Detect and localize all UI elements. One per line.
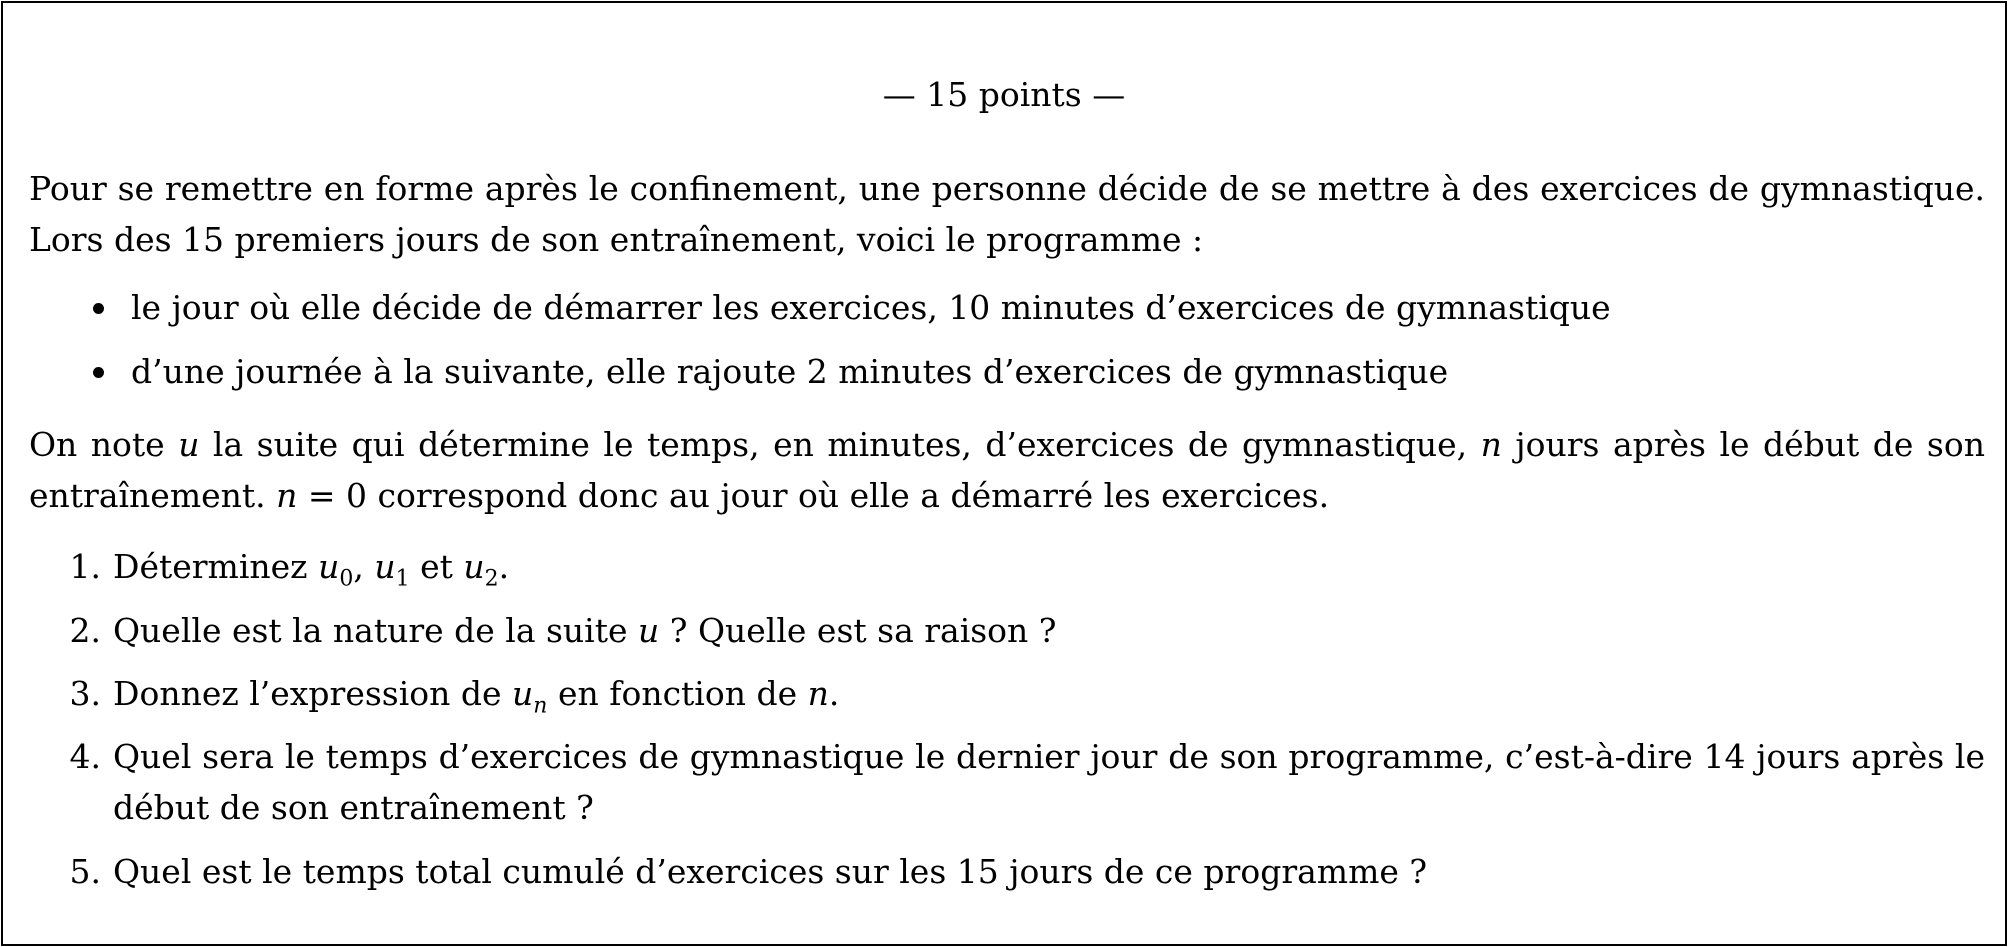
question-2	[69, 605, 1985, 656]
question-number: 1.	[69, 547, 101, 586]
bullet-item-daily-increase	[131, 348, 1971, 396]
math-variable-u: u	[463, 547, 485, 586]
question-number: 2.	[69, 611, 101, 650]
question-text: Déterminez	[113, 547, 319, 586]
question-text: .	[498, 547, 510, 586]
question-text: .	[828, 674, 840, 713]
question-text: ? Quelle est sa raison ?	[659, 611, 1057, 650]
question-number: 4.	[69, 737, 101, 776]
math-subscript: n	[533, 693, 548, 719]
question-3	[69, 668, 1985, 719]
bullet-dot-icon	[93, 367, 104, 378]
question-number: 5.	[69, 852, 101, 891]
question-1	[69, 541, 1985, 592]
math-variable-u: u	[374, 547, 396, 586]
notation-text: la suite qui détermine le temps, en minutes, d’exercices de gymnastique,	[199, 425, 1481, 464]
notation-text: jours après le début de son entraînement.	[29, 425, 1985, 515]
exercise-points-title: — 15 points —	[882, 75, 1126, 114]
exercise-frame	[1, 1, 2007, 946]
notation-text: On note	[29, 425, 179, 464]
bullet-item-first-day	[131, 284, 1971, 332]
math-variable-n: n	[1480, 425, 1502, 464]
bullet-text: le jour où elle décide de démarrer les exercices, 10 minutes d’exercices de gymnastique	[131, 288, 1611, 327]
math-variable-u: u	[318, 547, 340, 586]
question-text: Quelle est la nature de la suite	[113, 611, 639, 650]
question-text: Quel sera le temps d’exercices de gymnastique le dernier jour de son programme, c’est-à-dire 14 jours après le début de son entraînement ?	[113, 737, 1985, 827]
notation-paragraph	[29, 419, 1985, 521]
question-5	[69, 846, 1985, 897]
bullet-text: d’une journée à la suivante, elle rajoute 2 minutes d’exercices de gymnastique	[131, 352, 1449, 391]
math-variable-u: u	[638, 611, 660, 650]
question-text: ,	[353, 547, 375, 586]
math-variable-n: n	[276, 476, 298, 515]
math-variable-n: n	[807, 674, 829, 713]
notation-text: = 0 correspond donc au jour où elle a démarré les exercices.	[297, 476, 1330, 515]
question-text: et	[409, 547, 464, 586]
bullet-dot-icon	[93, 303, 104, 314]
math-subscript: 1	[395, 566, 410, 592]
question-text: Donnez l’expression de	[113, 674, 513, 713]
math-variable-u: u	[178, 425, 200, 464]
math-variable-u: u	[512, 674, 534, 713]
question-4	[69, 731, 1985, 833]
question-text: en fonction de	[547, 674, 808, 713]
question-text: Quel est le temps total cumulé d’exercices sur les 15 jours de ce programme ?	[113, 852, 1428, 891]
math-subscript: 2	[484, 566, 499, 592]
question-number: 3.	[69, 674, 101, 713]
intro-paragraph: Pour se remettre en forme après le confinement, une personne décide de se mettre à des exercices de gymnastique. Lors des 15 premiers jours de son entraînement, voici le programme :	[29, 169, 1985, 259]
math-subscript: 0	[339, 566, 354, 592]
